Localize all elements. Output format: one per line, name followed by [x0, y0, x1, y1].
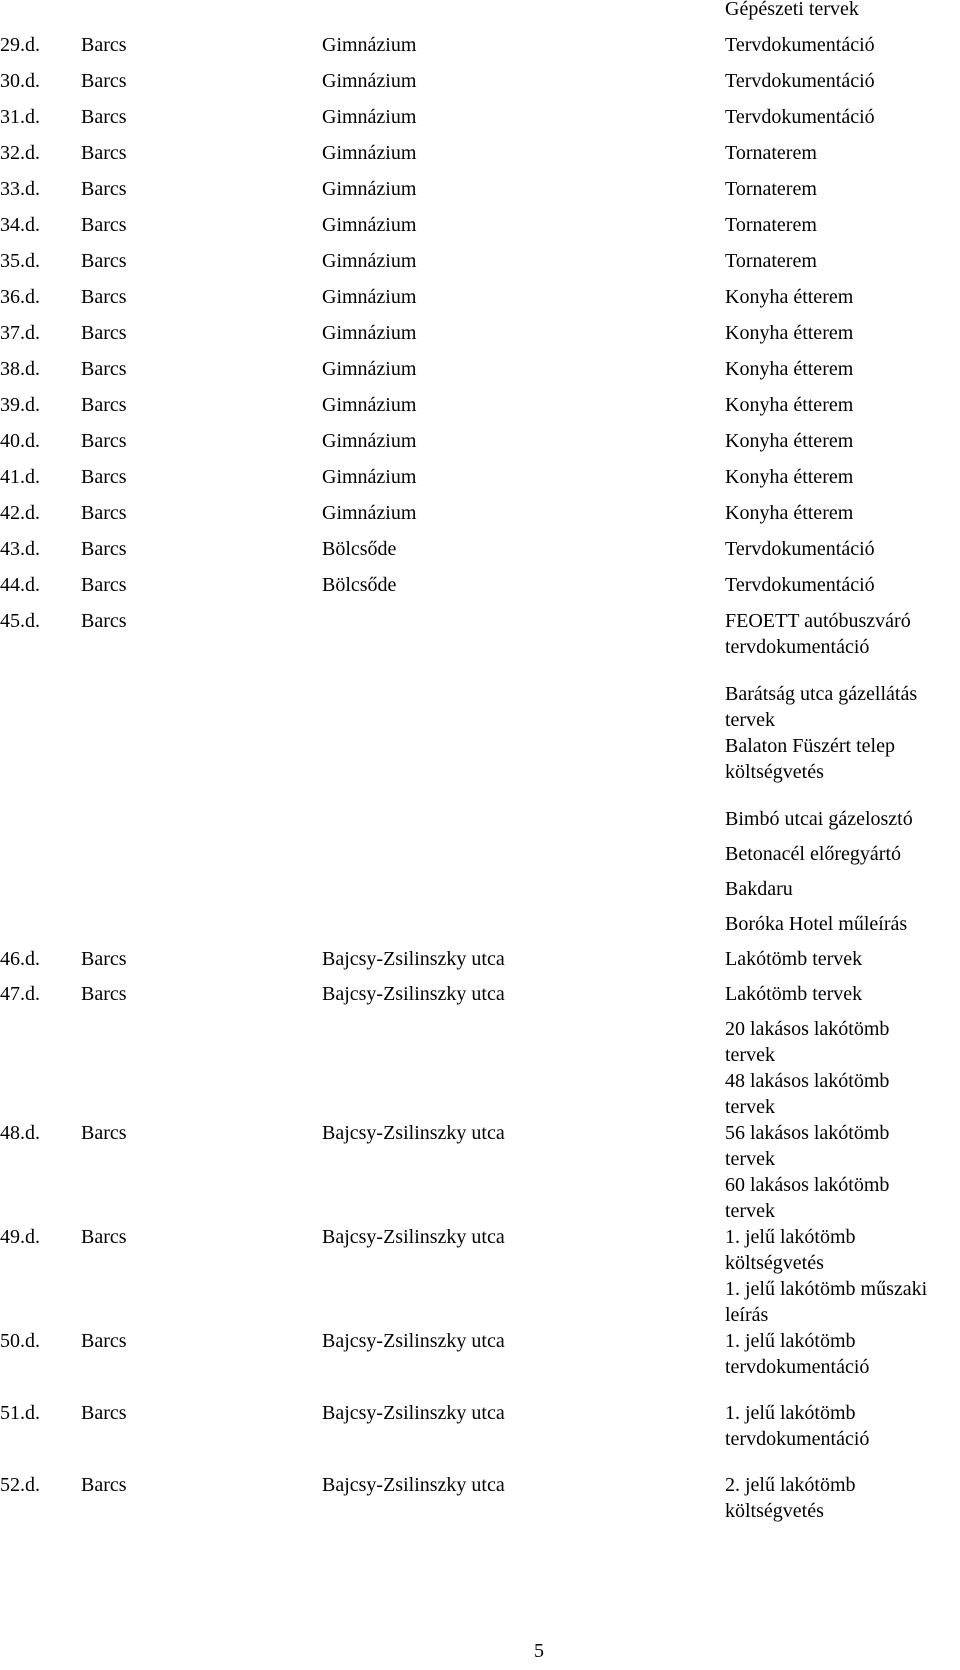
row-number: 34.d.	[0, 214, 40, 236]
row-description: Lakótömb tervek	[725, 983, 863, 1005]
row-number: 42.d.	[0, 502, 40, 524]
row-number: 41.d.	[0, 466, 40, 488]
row-location: Bajcsy-Zsilinszky utca	[322, 1226, 505, 1248]
top-fragment: Gépészeti tervek	[725, 0, 859, 20]
row-location: Gimnázium	[322, 70, 417, 92]
row-description: Tornaterem	[725, 142, 817, 164]
row-number: 51.d.	[0, 1402, 40, 1424]
row-location: Bajcsy-Zsilinszky utca	[322, 1402, 505, 1424]
description-line: költségvetés	[725, 1500, 824, 1522]
row-location: Gimnázium	[322, 106, 417, 128]
row-city: Barcs	[81, 250, 127, 272]
description-line: Barátság utca gázellátás	[725, 683, 918, 705]
row-number: 48.d.	[0, 1122, 40, 1144]
row-description: Lakótömb tervek	[725, 948, 863, 970]
row-number: 43.d.	[0, 538, 40, 560]
row-location: Bajcsy-Zsilinszky utca	[322, 983, 505, 1005]
row-location: Gimnázium	[322, 394, 417, 416]
row-location: Bajcsy-Zsilinszky utca	[322, 1474, 505, 1496]
row-city: Barcs	[81, 466, 127, 488]
description-line: tervdokumentáció	[725, 1356, 870, 1378]
row-description: Konyha étterem	[725, 502, 854, 524]
row-number: 36.d.	[0, 286, 40, 308]
row-city: Barcs	[81, 106, 127, 128]
row-location: Gimnázium	[322, 250, 417, 272]
row-location: Bajcsy-Zsilinszky utca	[322, 1330, 505, 1352]
description-line: Betonacél előregyártó	[725, 843, 902, 865]
row-description: Konyha étterem	[725, 358, 854, 380]
row-description: Konyha étterem	[725, 322, 854, 344]
row-number: 39.d.	[0, 394, 40, 416]
row-description: Tervdokumentáció	[725, 574, 875, 596]
row-location: Gimnázium	[322, 430, 417, 452]
row-location: Bajcsy-Zsilinszky utca	[322, 948, 505, 970]
row-number: 30.d.	[0, 70, 40, 92]
row-city: Barcs	[81, 1330, 127, 1352]
row-city: Barcs	[81, 574, 127, 596]
description-line: 1. jelű lakótömb	[725, 1330, 856, 1352]
row-number: 49.d.	[0, 1226, 40, 1248]
description-line: tervdokumentáció	[725, 1428, 870, 1450]
row-city: Barcs	[81, 610, 127, 632]
description-line: 56 lakásos lakótömb	[725, 1122, 890, 1144]
row-number: 29.d.	[0, 34, 40, 56]
row-city: Barcs	[81, 502, 127, 524]
description-line: Bimbó utcai gázelosztó	[725, 808, 913, 830]
description-line: 20 lakásos lakótömb	[725, 1018, 890, 1040]
row-description: Konyha étterem	[725, 466, 854, 488]
row-number: 50.d.	[0, 1330, 40, 1352]
description-line: tervek	[725, 1044, 775, 1066]
row-location: Gimnázium	[322, 286, 417, 308]
row-location: Gimnázium	[322, 178, 417, 200]
row-number: 37.d.	[0, 322, 40, 344]
row-city: Barcs	[81, 1474, 127, 1496]
description-line: 1. jelű lakótömb műszaki	[725, 1278, 928, 1300]
row-number: 38.d.	[0, 358, 40, 380]
row-city: Barcs	[81, 286, 127, 308]
row-description: FEOETT autóbuszváró	[725, 610, 911, 632]
row-city: Barcs	[81, 538, 127, 560]
row-number: 47.d.	[0, 983, 40, 1005]
row-description: Konyha étterem	[725, 430, 854, 452]
row-description: Tornaterem	[725, 178, 817, 200]
row-number: 32.d.	[0, 142, 40, 164]
description-line: költségvetés	[725, 761, 824, 783]
row-number: 35.d.	[0, 250, 40, 272]
row-number: 44.d.	[0, 574, 40, 596]
row-number: 45.d.	[0, 610, 40, 632]
description-line: 1. jelű lakótömb	[725, 1402, 856, 1424]
description-line: Balaton Füszért telep	[725, 735, 895, 757]
description-line: tervek	[725, 1200, 775, 1222]
row-city: Barcs	[81, 142, 127, 164]
row-location: Gimnázium	[322, 34, 417, 56]
row-description: Tornaterem	[725, 214, 817, 236]
page-number: 5	[534, 1640, 544, 1662]
row-number: 33.d.	[0, 178, 40, 200]
description-line: 48 lakásos lakótömb	[725, 1070, 890, 1092]
row-city: Barcs	[81, 430, 127, 452]
row-number: 31.d.	[0, 106, 40, 128]
row-number: 40.d.	[0, 430, 40, 452]
row-description: Konyha étterem	[725, 394, 854, 416]
row-location: Bölcsőde	[322, 574, 397, 596]
row-description: Tornaterem	[725, 250, 817, 272]
row-description: Konyha étterem	[725, 286, 854, 308]
row-description: Tervdokumentáció	[725, 70, 875, 92]
row-city: Barcs	[81, 322, 127, 344]
row-location: Bölcsőde	[322, 538, 397, 560]
description-line: 1. jelű lakótömb	[725, 1226, 856, 1248]
row-city: Barcs	[81, 1122, 127, 1144]
description-line: tervek	[725, 709, 775, 731]
description-line: költségvetés	[725, 1252, 824, 1274]
row-city: Barcs	[81, 70, 127, 92]
row-description: Tervdokumentáció	[725, 34, 875, 56]
row-location: Bajcsy-Zsilinszky utca	[322, 1122, 505, 1144]
row-city: Barcs	[81, 178, 127, 200]
row-city: Barcs	[81, 394, 127, 416]
description-line: 2. jelű lakótömb	[725, 1474, 856, 1496]
row-location: Gimnázium	[322, 142, 417, 164]
row-number: 46.d.	[0, 948, 40, 970]
row-location: Gimnázium	[322, 502, 417, 524]
row-city: Barcs	[81, 358, 127, 380]
description-line: tervdokumentáció	[725, 636, 870, 658]
row-city: Barcs	[81, 983, 127, 1005]
description-line: Boróka Hotel műleírás	[725, 913, 908, 935]
row-location: Gimnázium	[322, 322, 417, 344]
row-description: Tervdokumentáció	[725, 538, 875, 560]
row-description: Tervdokumentáció	[725, 106, 875, 128]
description-line: tervek	[725, 1096, 775, 1118]
row-city: Barcs	[81, 1226, 127, 1248]
row-city: Barcs	[81, 1402, 127, 1424]
row-city: Barcs	[81, 214, 127, 236]
row-number: 52.d.	[0, 1474, 40, 1496]
description-line: Bakdaru	[725, 878, 793, 900]
description-line: leírás	[725, 1304, 769, 1326]
row-location: Gimnázium	[322, 358, 417, 380]
row-city: Barcs	[81, 948, 127, 970]
row-city: Barcs	[81, 34, 127, 56]
description-line: tervek	[725, 1148, 775, 1170]
row-location: Gimnázium	[322, 466, 417, 488]
description-line: 60 lakásos lakótömb	[725, 1174, 890, 1196]
row-location: Gimnázium	[322, 214, 417, 236]
